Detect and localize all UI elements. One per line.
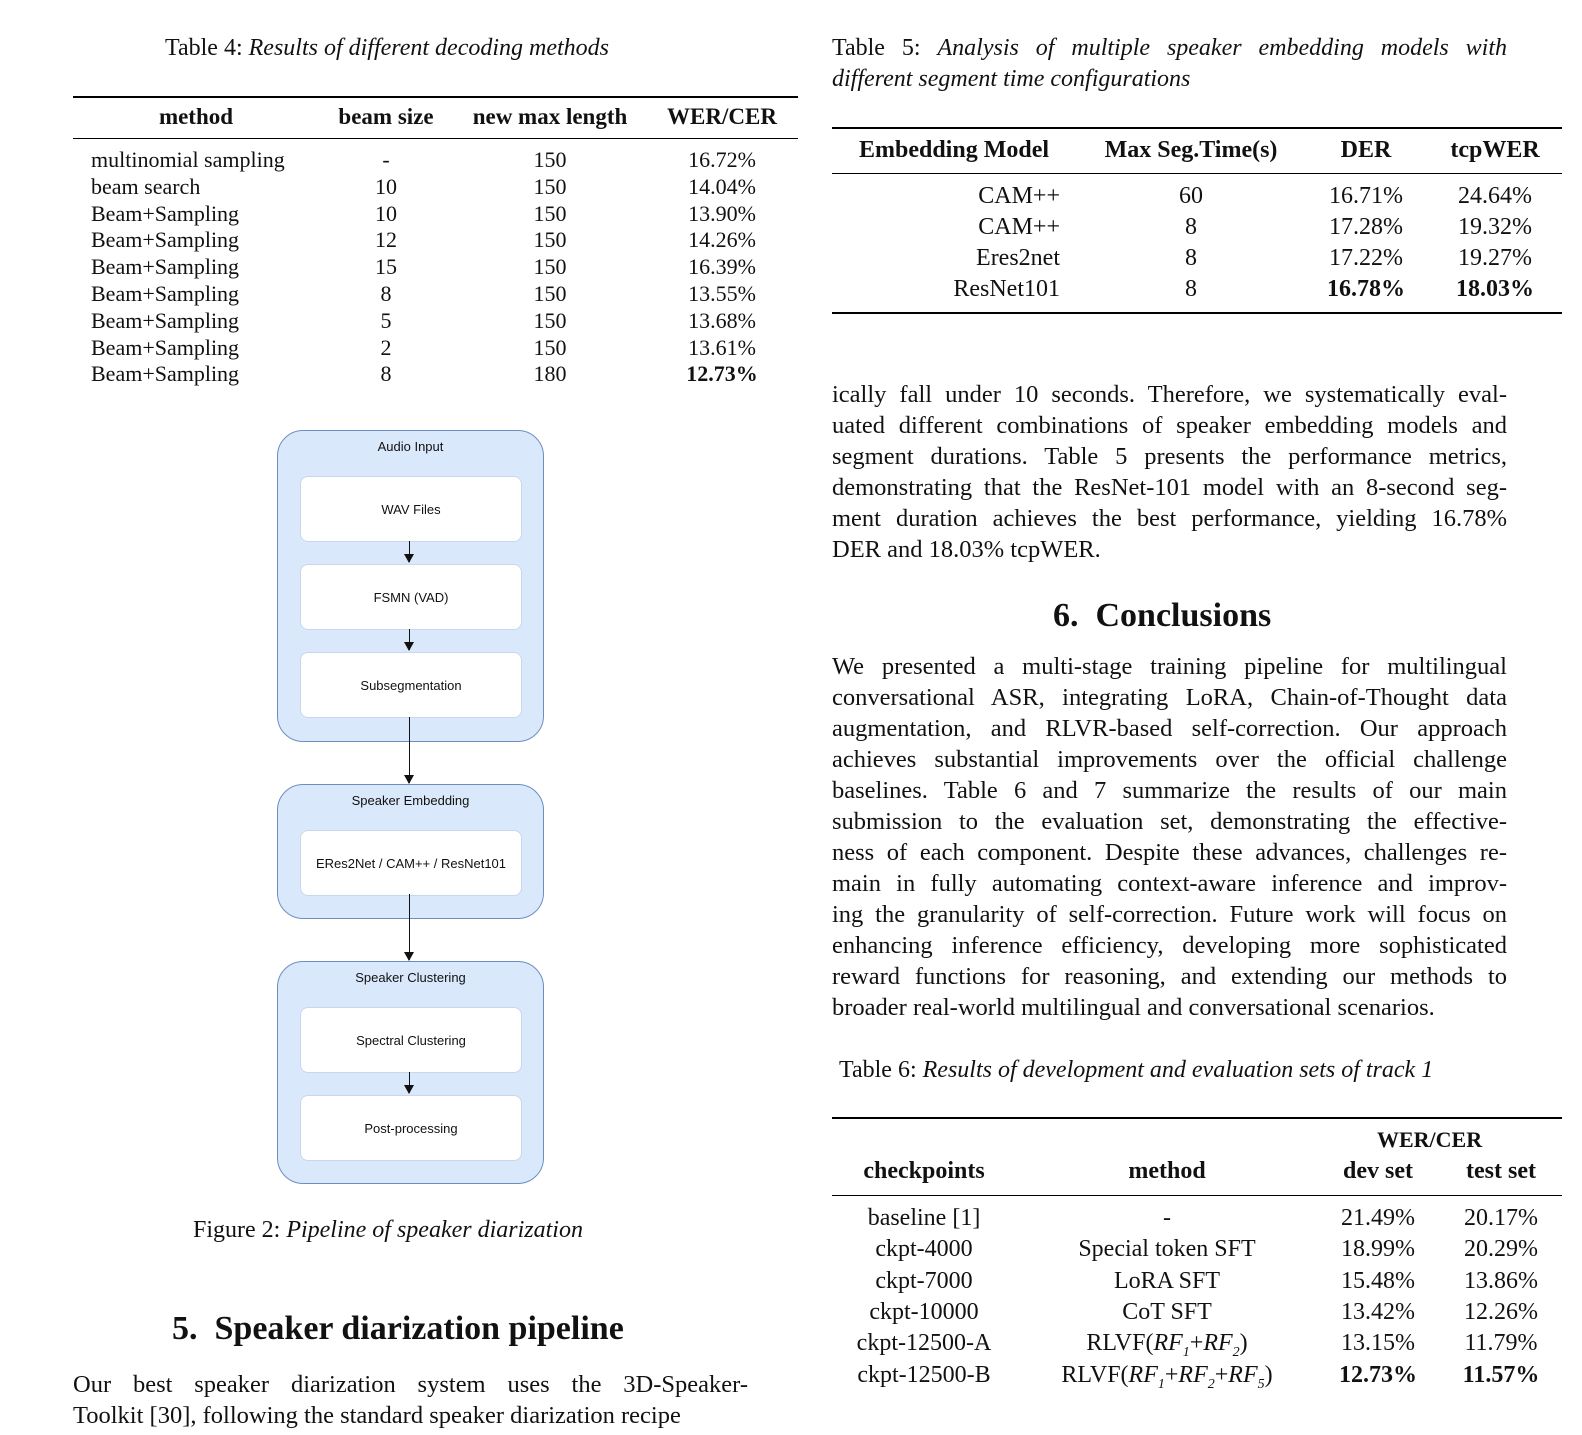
table4-cell: 8 [380, 361, 392, 387]
reward-function-index: 1 [1157, 1376, 1165, 1392]
table5-caption: Table 5: Analysis of multiple speaker embedding models with different segment time configurations [832, 35, 1508, 92]
table4-header-cell: new max length [472, 104, 628, 129]
figure2-caption: Figure 2: Pipeline of speaker diarization [193, 1217, 583, 1243]
table4-cell: 13.68% [688, 307, 756, 333]
table4-cell: 10 [375, 173, 397, 199]
table4-cell: 14.04% [688, 173, 756, 199]
wav-files-box: WAV Files [300, 476, 522, 542]
reward-function-symbol: $RF_1$ [1153, 1330, 1190, 1360]
speaker-clustering-title: Speaker Clustering [355, 970, 466, 985]
table6-group-header: WER/CER [1377, 1127, 1483, 1152]
table4-cell: 150 [533, 254, 567, 280]
table4-cell: 150 [533, 281, 567, 306]
reward-function-index: 1 [1182, 1344, 1190, 1360]
table4-cell: 150 [533, 147, 567, 172]
table6-cell: 11.57% [1462, 1361, 1540, 1388]
table4-cell: 150 [533, 334, 567, 360]
reward-function-symbol: $RF_5$ [1228, 1361, 1265, 1392]
table4-cell: 2 [380, 334, 392, 360]
table4-cell: 14.26% [688, 227, 756, 253]
table4-header-rule [73, 138, 798, 139]
audio-input-title: Audio Input [377, 439, 444, 454]
table6-cell: 13.86% [1464, 1267, 1538, 1294]
table4-cell: 12 [375, 227, 397, 253]
table4-header-cell: method [158, 104, 234, 129]
table4-cell: Beam+Sampling [91, 307, 240, 333]
paragraph-line: demonstrating that the ResNet-101 model with an 8-second seg- [832, 474, 1507, 501]
table6-header-cell: dev set [1343, 1158, 1413, 1184]
table4-cell: Beam+Sampling [91, 227, 240, 253]
section5-line: Our best speaker diarization system uses the 3D-Speaker- [73, 1371, 748, 1398]
arrow-input-to-embedding [409, 717, 410, 783]
reward-function-index: 2 [1232, 1344, 1240, 1360]
table4-cell: 150 [533, 227, 567, 253]
table4-cell: 150 [533, 307, 567, 333]
speaker-embedding-group [277, 784, 544, 919]
results-paragraph [832, 379, 1507, 565]
table4-cell: 13.55% [688, 281, 756, 306]
subsegmentation-box: Subsegmentation [300, 652, 522, 718]
spectral-clustering-box: Spectral Clustering [300, 1007, 522, 1073]
paragraph-line: DER and 18.03% tcpWER. [832, 536, 1101, 563]
table5-header-rule [832, 173, 1562, 174]
table5-cell: 19.27% [1458, 245, 1532, 271]
table6-cell: Special token SFT [1078, 1236, 1256, 1263]
table6-cell: CoT SFT [1122, 1298, 1212, 1325]
table5-top-rule [832, 127, 1562, 129]
arrow-wav-to-fsmn [409, 541, 410, 562]
reward-function-index: 2 [1207, 1376, 1215, 1392]
table6-cell: 20.29% [1464, 1236, 1538, 1263]
conclusions-line: conversational ASR, integrating LoRA, Chain-of-Thought data [832, 684, 1507, 711]
table5-cell: CAM++ [978, 183, 1060, 209]
table6-cell: ckpt-12500-A [856, 1330, 992, 1357]
table4-cell: 8 [380, 281, 392, 306]
table4-cell: Beam+Sampling [91, 361, 240, 387]
table6-header-cell: method [1128, 1158, 1206, 1184]
table4-cell: 180 [533, 361, 567, 387]
table6-cell: ckpt-10000 [869, 1298, 979, 1325]
table5-header-cell: Max Seg.Time(s) [1104, 137, 1278, 163]
table4-cell: 10 [375, 200, 397, 226]
table4-cell: 150 [533, 173, 567, 199]
audio-input-group [277, 430, 544, 742]
table4-cell: 12.73% [686, 361, 758, 387]
table4-top-rule [73, 96, 798, 98]
table5-cell: 8 [1185, 245, 1197, 271]
table6-cell: 21.49% [1341, 1205, 1415, 1231]
table6-cell: $RLVF(RF_1+RF_2)$ [1086, 1330, 1248, 1360]
table5-cell: 16.71% [1329, 183, 1403, 209]
fsmn-vad-box: FSMN (VAD) [300, 564, 522, 630]
section5-line: Toolkit [30], following the standard speaker diarization recipe [73, 1402, 681, 1429]
speaker-clustering-group [277, 961, 544, 1184]
table5-cell: 8 [1185, 276, 1197, 302]
table5-cell: 18.03% [1456, 276, 1534, 302]
table6-cell: baseline [1] [867, 1205, 981, 1231]
arrow-fsmn-to-subseg [409, 629, 410, 650]
reward-function-symbol: $RF_1$ [1128, 1361, 1165, 1392]
conclusions-line: submission to the evaluation set, demonstrating the effective- [832, 808, 1507, 835]
table6-cell: LoRA SFT [1113, 1267, 1221, 1294]
table4-cell: 13.61% [688, 334, 756, 360]
table4-cell: multinomial sampling [91, 147, 285, 172]
table4-header-cell: beam size [338, 104, 434, 129]
table6-cell: 20.17% [1464, 1205, 1538, 1231]
table4-cell: Beam+Sampling [91, 254, 240, 280]
table5-header-cell: DER [1340, 137, 1392, 163]
table6-cell: - [1163, 1205, 1171, 1231]
table4-cell: 13.90% [688, 200, 756, 226]
table5-cell: 17.22% [1329, 245, 1403, 271]
table6-cell: 13.15% [1341, 1330, 1415, 1357]
table4-cell: beam search [91, 173, 201, 199]
table6-cell: 11.79% [1464, 1330, 1538, 1357]
paragraph-line: uated different combinations of speaker embedding models and [832, 412, 1507, 439]
table4-cell: - [382, 147, 390, 172]
table6-cell: 12.73% [1339, 1361, 1417, 1388]
table5-cell: 24.64% [1458, 183, 1532, 209]
table6-cell: ckpt-12500-B [857, 1361, 991, 1388]
table6-cell: 13.42% [1341, 1298, 1415, 1325]
section5-paragraph [73, 1369, 748, 1431]
conclusions-line: achieves substantial improvements over the official challenge [832, 746, 1507, 773]
table4-cell: Beam+Sampling [91, 334, 240, 360]
section6-heading: 6. Conclusions [1053, 597, 1272, 634]
table4-cell: Beam+Sampling [91, 281, 240, 306]
table6-header-cell: test set [1466, 1158, 1536, 1184]
reward-function-symbol: $RF_2$ [1178, 1361, 1215, 1392]
conclusions-line: main in fully automating context-aware inference and improv- [832, 870, 1507, 897]
table4-header-cell: WER/CER [667, 104, 777, 129]
table5-cell: ResNet101 [953, 276, 1060, 302]
table6-cell: 15.48% [1341, 1267, 1415, 1294]
paragraph-line: ment duration achieves the best performance, yielding 16.78% [832, 505, 1507, 532]
conclusions-paragraph [832, 651, 1507, 1023]
table5-header-cell: Embedding Model [858, 137, 1050, 163]
paragraph-line: ically fall under 10 seconds. Therefore, we systematically eval- [832, 381, 1507, 408]
table5-header-cell: tcpWER [1450, 137, 1540, 163]
conclusions-line: enhancing inference efficiency, developing more sophisticated [832, 932, 1507, 959]
table5-cell: 19.32% [1458, 214, 1532, 240]
table5-cell: 8 [1185, 214, 1197, 240]
conclusions-line: reward functions for reasoning, and extending our methods to [832, 963, 1507, 990]
table6-header-cell: checkpoints [863, 1158, 985, 1184]
table4-cell: 150 [533, 200, 567, 226]
table6-cell: ckpt-7000 [875, 1267, 973, 1294]
table4-cell: Beam+Sampling [91, 200, 240, 226]
paragraph-line: segment durations. Table 5 presents the performance metrics, [832, 443, 1507, 470]
table4-cell: 16.72% [688, 147, 756, 172]
table6-cell: ckpt-4000 [875, 1236, 973, 1263]
table4-cell: 5 [380, 307, 392, 333]
conclusions-line: baselines. Table 6 and 7 summarize the results of our main [832, 777, 1507, 804]
table4-cell: 16.39% [688, 254, 756, 280]
table5-cell: 17.28% [1329, 214, 1403, 240]
conclusions-line: ing the granularity of self-correction. Future work will focus on [832, 901, 1507, 928]
embedding-models-box: ERes2Net / CAM++ / ResNet101 [300, 830, 522, 896]
table6-caption: Table 6: Results of development and evaluation sets of track 1 [839, 1057, 1434, 1083]
table6-cell: 18.99% [1341, 1236, 1415, 1263]
post-processing-box: Post-processing [300, 1095, 522, 1161]
section5-heading: 5. Speaker diarization pipeline [172, 1310, 624, 1347]
conclusions-line: We presented a multi-stage training pipeline for multilingual [832, 653, 1507, 680]
table6-header-rule [832, 1195, 1562, 1196]
conclusions-line: broader real-world multilingual and conversational scenarios. [832, 994, 1435, 1021]
reward-function-index: 5 [1257, 1376, 1265, 1392]
conclusions-line: augmentation, and RLVR-based self-correction. Our approach [832, 715, 1507, 742]
arrow-embedding-to-clustering [409, 894, 410, 960]
table5-cell: CAM++ [978, 214, 1060, 240]
table4-caption: Table 4: Results of different decoding methods [165, 35, 610, 61]
reward-function-symbol: $RF_2$ [1203, 1330, 1240, 1360]
table4-cell: 15 [375, 254, 397, 280]
conclusions-line: ness of each component. Despite these advances, challenges re- [832, 839, 1507, 866]
table5-cell: 16.78% [1327, 276, 1405, 302]
table5-bottom-rule [832, 312, 1562, 314]
table6-cell: $RLVF(RF_1+RF_2+RF_5)$ [1061, 1361, 1273, 1392]
arrow-spectral-to-post [409, 1072, 410, 1093]
table6-cell: 12.26% [1464, 1298, 1538, 1325]
table5-cell: 60 [1179, 183, 1203, 209]
speaker-embedding-title: Speaker Embedding [351, 793, 470, 808]
table5-cell: Eres2net [976, 245, 1060, 271]
table6-top-rule [832, 1117, 1562, 1119]
